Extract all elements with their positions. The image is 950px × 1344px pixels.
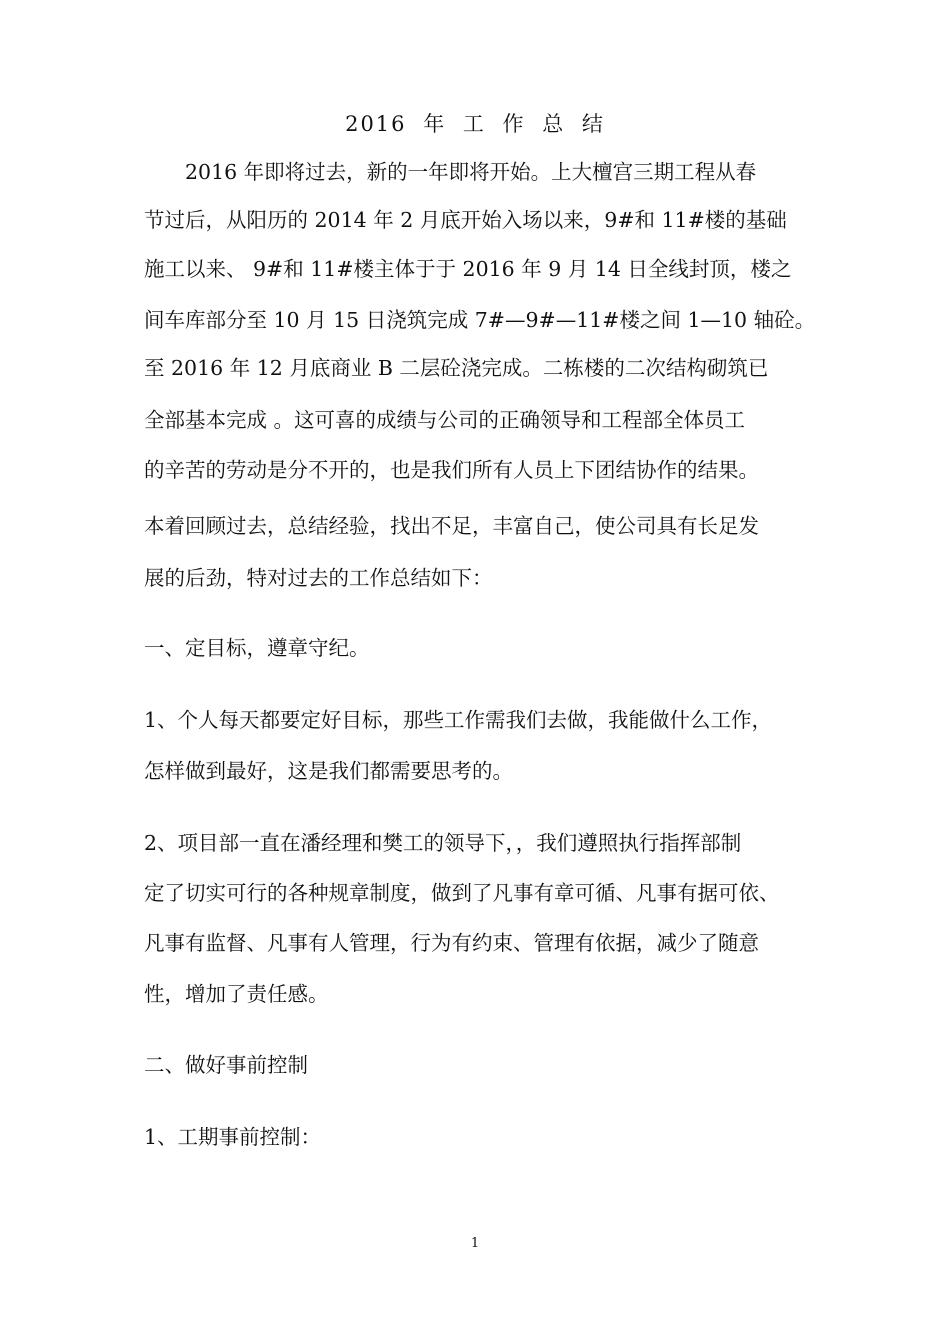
item2-line-2: 定了切实可行的各种规章制度，做到了凡事有章可循、凡事有据可依、 [144, 881, 780, 905]
section-heading-2: 二、做好事前控制 [144, 1053, 308, 1077]
item1-line-2: 怎样做到最好，这是我们都需要思考的。 [144, 759, 513, 783]
item2-line-1: 2、项目部一直在潘经理和樊工的领导下，，我们遵照执行指挥部制 [144, 831, 742, 855]
intro-line-4: 间车库部分至 10 月 15 日浇筑完成 7#—9#—11#楼之间 1—10 轴砼。 [144, 308, 816, 332]
item2-line-3: 凡事有监督、凡事有人管理，行为有约束、管理有依据，减少了随意 [144, 931, 759, 955]
intro-line-3: 施工以来、 9#和 11#楼主体于于 2016 年 9 月 14 日全线封顶，楼之 [144, 257, 792, 281]
document-title: 2016 年 工 作 总 结 [345, 112, 605, 136]
item2-line-4: 性，增加了责任感。 [144, 982, 329, 1006]
intro-line-7: 的辛苦的劳动是分不开的，也是我们所有人员上下团结协作的结果。 [144, 458, 759, 482]
intro-line-2: 节过后，从阳历的 2014 年 2 月底开始入场以来，9#和 11#楼的基础 [144, 208, 787, 232]
intro-line-1: 2016 年即将过去，新的一年即将开始。上大檀宫三期工程从春 [144, 160, 757, 184]
intro-line-9: 展的后劲，特对过去的工作总结如下： [144, 566, 493, 590]
intro-line-6: 全部基本完成 。这可喜的成绩与公司的正确领导和工程部全体员工 [144, 408, 746, 432]
intro-line-8: 本着回顾过去，总结经验，找出不足，丰富自己，使公司具有长足发 [144, 514, 759, 538]
item1-line-1: 1、个人每天都要定好目标，那些工作需我们去做，我能做什么工作， [144, 708, 773, 732]
intro-line-5: 至 2016 年 12 月底商业 B 二层砼浇完成。二栋楼的二次结构砌筑已 [144, 356, 769, 380]
page-number: 1 [470, 1236, 480, 1251]
item3-line-1: 1、工期事前控制： [144, 1125, 322, 1149]
section-heading-1: 一、定目标，遵章守纪。 [144, 636, 370, 660]
